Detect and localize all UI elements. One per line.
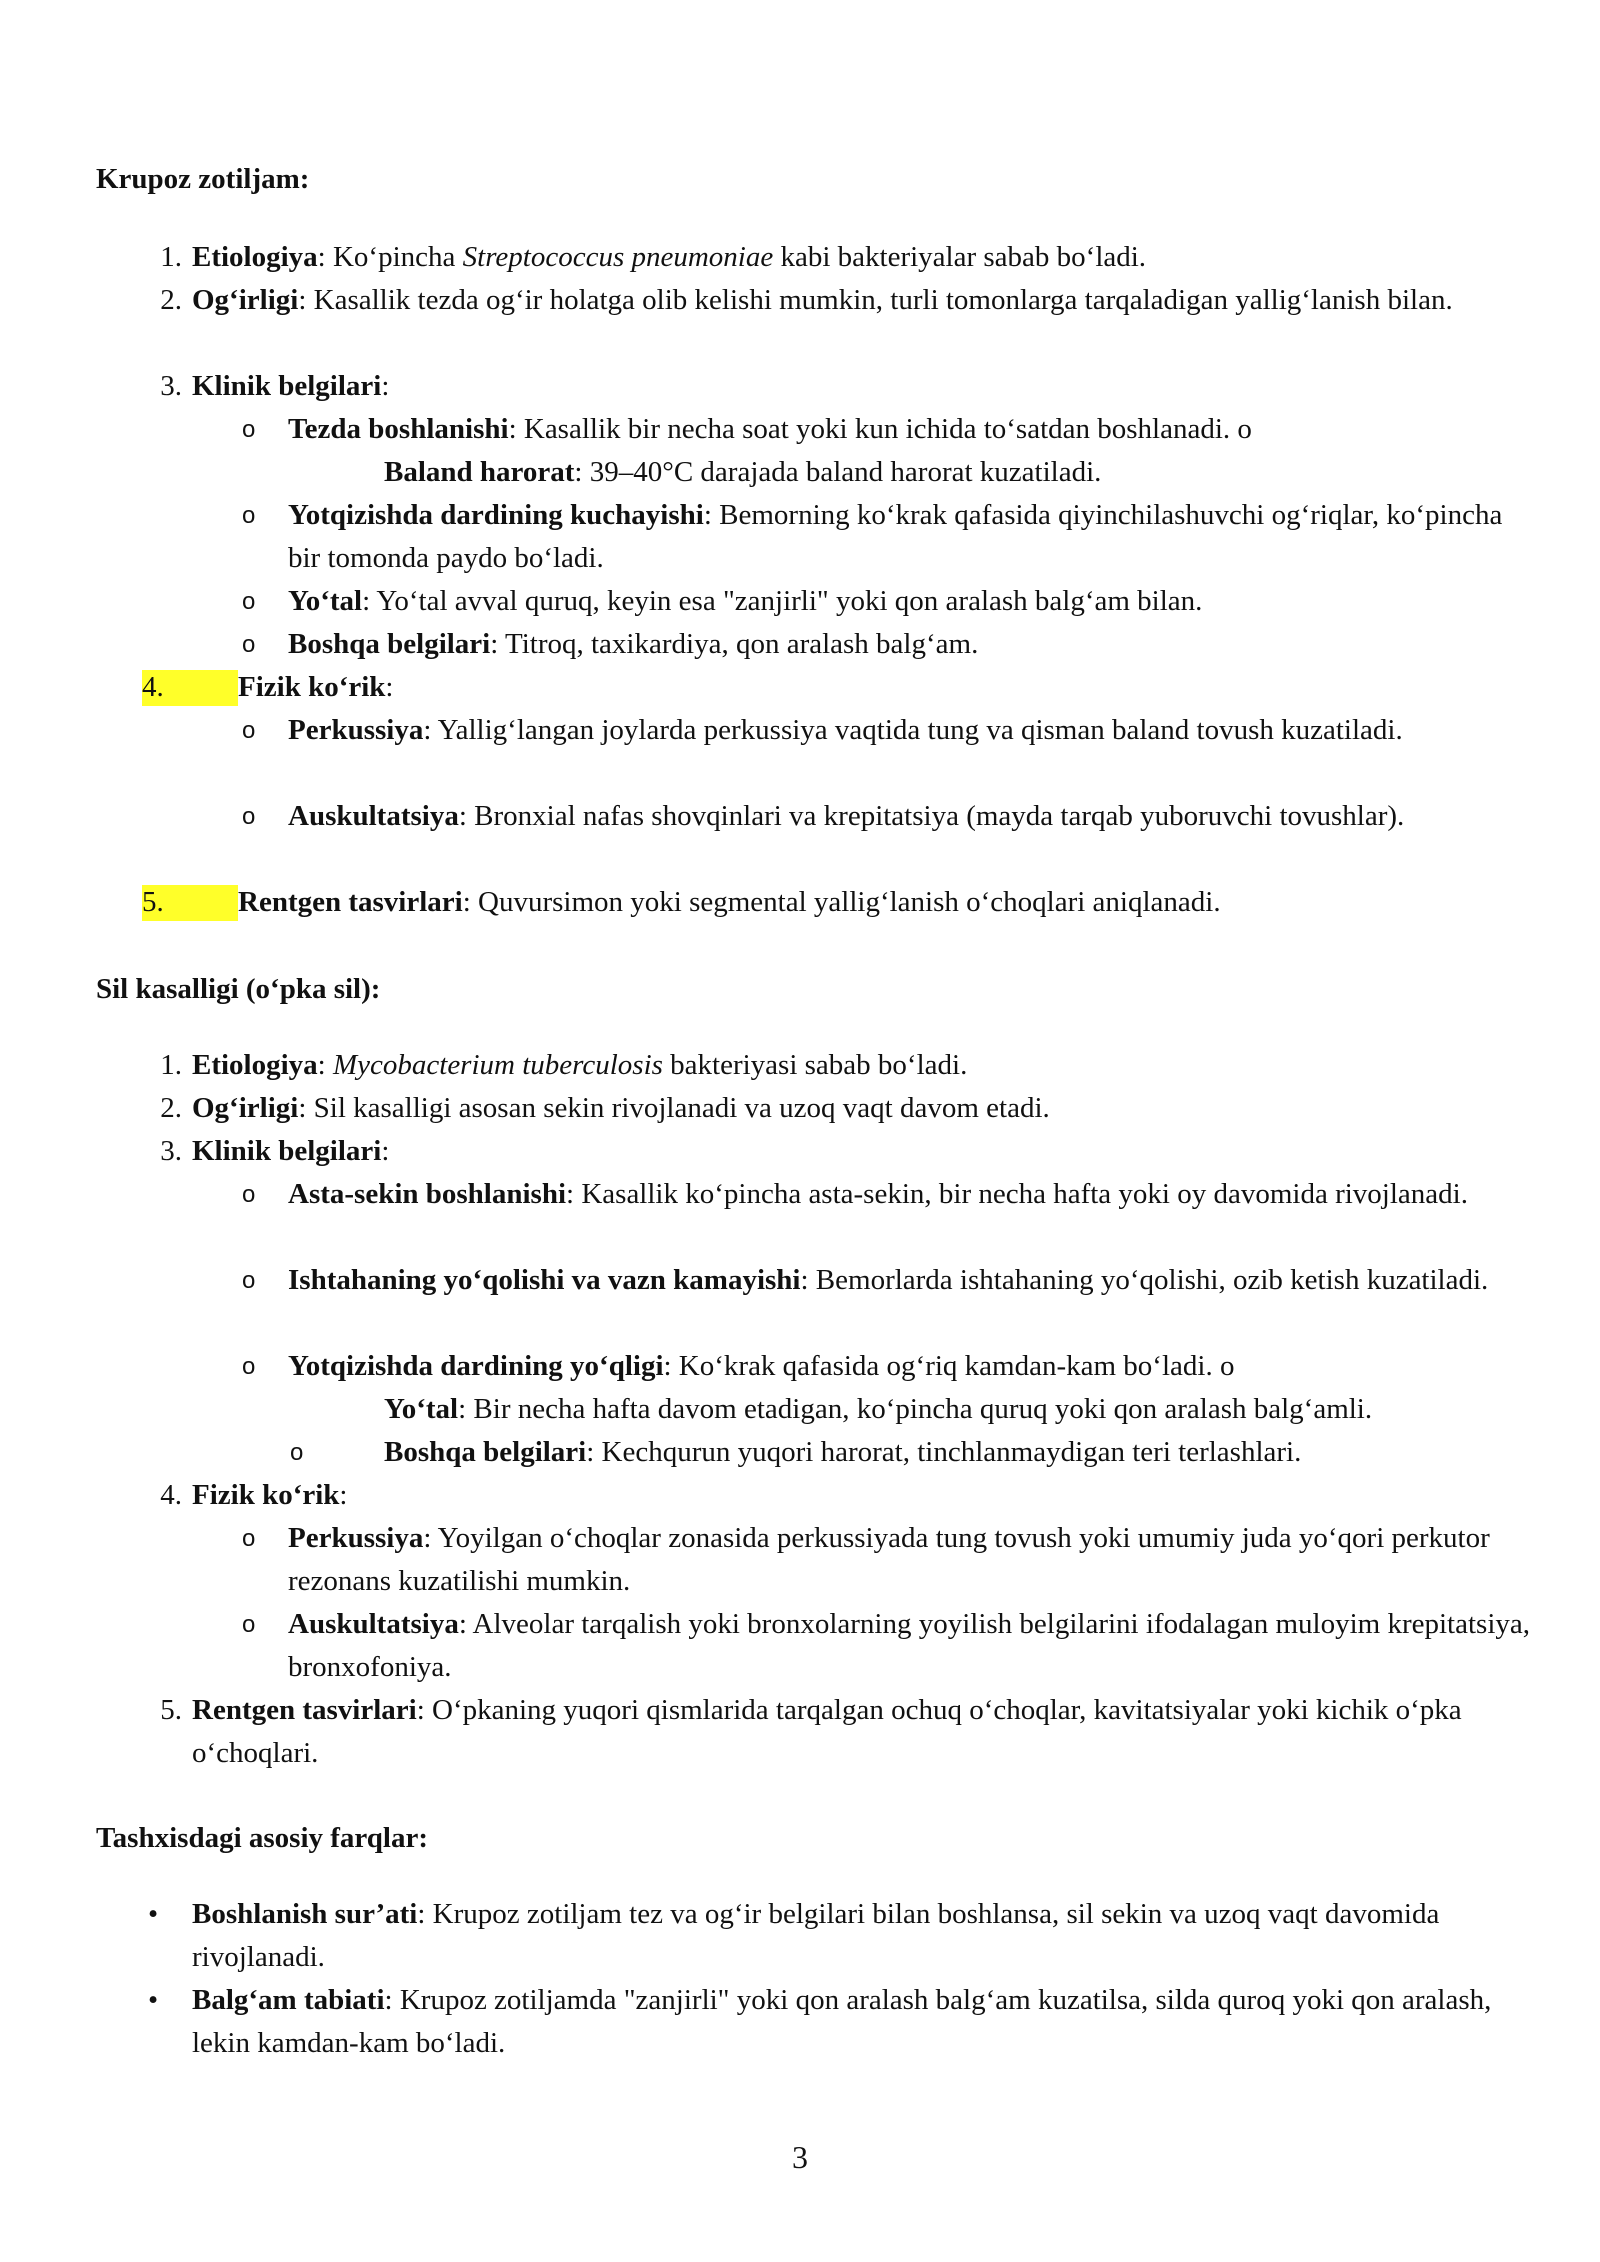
section-heading-sil: Sil kasalligi (oʻpka sil):: [96, 973, 381, 1005]
list-item-klinik-belgilari: [160, 1130, 1502, 1173]
sub-item-ishtahaning-yoqolishi: [242, 1259, 1538, 1302]
sub-bullet-marker: o: [242, 1353, 256, 1380]
list-number: 1.: [160, 1049, 182, 1081]
list-item-etiologiya: [160, 1044, 1502, 1087]
bullet-item-boshlanish: [148, 1893, 1502, 1979]
sub-item-asta-sekin: [242, 1173, 1538, 1216]
item-label: Boshqa belgilari: [288, 628, 491, 660]
item-text: : Bronxial nafas shovqinlari va krepitatsiya (mayda tarqab yuboruvchi tovushlar).: [458, 800, 1405, 832]
sub-bullet-marker: o: [290, 1439, 304, 1466]
item-label: Asta-sekin boshlanishi: [288, 1178, 567, 1210]
item-label: Etiologiya: [192, 241, 318, 273]
item-label: Etiologiya: [192, 1049, 318, 1081]
list-item-klinik-belgilari: [160, 365, 1502, 408]
item-label: Fizik koʻrik: [238, 671, 386, 703]
item-label: Fizik koʻrik: [192, 1479, 340, 1511]
item-label: Yotqizishda dardining yoʻqligi: [288, 1350, 664, 1382]
item-label: Auskultatsiya: [288, 1608, 459, 1640]
sub-bullet-marker: o: [242, 1181, 256, 1208]
item-text: :: [339, 1479, 348, 1511]
organism-name: Streptococcus pneumoniae: [462, 241, 774, 273]
item-text: : Alveolar tarqalish yoki bronxolarning yoyilish belgilarini ifodalagan muloyim krepitatsiya, bronxofoniya.: [288, 1608, 1531, 1683]
section-heading-farqlar: Tashxisdagi asosiy farqlar:: [96, 1822, 428, 1854]
sub-item-boshqa-belgilari: [290, 1431, 1534, 1474]
item-text: : Yoʻtal avval quruq, keyin esa "zanjirli" yoki qon aralash balgʻam bilan.: [362, 585, 1203, 617]
sub-item-auskultatsiya: [242, 795, 1538, 838]
item-label: Baland harorat: [384, 456, 575, 488]
item-label: Klinik belgilari: [192, 370, 382, 402]
sub-bullet-marker: o: [242, 502, 256, 529]
list-item-fizik-korik: [142, 666, 394, 709]
section-heading-krupoz: Krupoz zotiljam:: [96, 163, 310, 195]
item-label: Rentgen tasvirlari: [192, 1694, 417, 1726]
item-text: : Kasallik bir necha soat yoki kun ichida toʻsatdan boshlanadi. o: [508, 413, 1252, 445]
item-label: Klinik belgilari: [192, 1135, 382, 1167]
bullet-item-balgam: [148, 1979, 1502, 2065]
list-item-ogirligi: [160, 1087, 1502, 1130]
sub-bullet-marker: o: [242, 1525, 256, 1552]
sub-item-baland-harorat: [384, 451, 1534, 494]
item-text: :: [317, 1049, 333, 1081]
item-text: :: [381, 370, 390, 402]
item-text: : Krupoz zotiljamda "zanjirli" yoki qon aralash balgʻam kuzatilsa, silda quroq yoki qon aralash, lekin kamdan-kam boʻladi.: [192, 1984, 1492, 2059]
item-label: Boshqa belgilari: [384, 1436, 587, 1468]
sub-item-perkussiya: [242, 1517, 1538, 1603]
bullet-marker: •: [148, 1984, 159, 2016]
item-label: Auskultatsiya: [288, 800, 459, 832]
item-text: : Titroq, taxikardiya, qon aralash balgʻam.: [490, 628, 979, 660]
item-label: Ishtahaning yoʻqolishi va vazn kamayishi: [288, 1264, 801, 1296]
item-text: : Kasallik tezda ogʻir holatga olib kelishi mumkin, turli tomonlarga tarqaladigan yalligʻlanish bilan.: [298, 284, 1453, 316]
item-text: : Koʻkrak qafasida ogʻriq kamdan-kam boʻladi. o: [663, 1350, 1235, 1382]
item-label: Rentgen tasvirlari: [238, 886, 463, 918]
item-text: : Kechqurun yuqori harorat, tinchlanmaydigan teri terlashlari.: [586, 1436, 1302, 1468]
item-label: Yoʻtal: [384, 1393, 459, 1425]
sub-item-boshqa-belgilari: [242, 623, 1538, 666]
list-item-etiologiya: [160, 236, 1502, 279]
sub-item-perkussiya: [242, 709, 1538, 752]
sub-bullet-marker: o: [242, 416, 256, 443]
sub-bullet-marker: o: [242, 803, 256, 830]
list-number: 3.: [160, 1135, 182, 1167]
item-text: :: [385, 671, 394, 703]
list-number: 1.: [160, 241, 182, 273]
item-label: Perkussiya: [288, 1522, 424, 1554]
list-item-fizik-korik: [160, 1474, 1502, 1517]
list-item-rentgen: [160, 1689, 1502, 1775]
sub-item-auskultatsiya: [242, 1603, 1538, 1689]
sub-item-yotal: [384, 1388, 1534, 1431]
list-number: 2.: [160, 284, 182, 316]
sub-bullet-marker: o: [242, 631, 256, 658]
list-item-ogirligi: [160, 279, 1502, 322]
item-label: Balgʻam tabiati: [192, 1984, 385, 2016]
bullet-marker: •: [148, 1898, 159, 1930]
item-text: : Oʻpkaning yuqori qismlarida tarqalgan ochuq oʻchoqlar, kavitatsiyalar yoki kichik oʻpka oʻchoqlari.: [192, 1694, 1462, 1769]
sub-item-yotqizishda-yoqligi: [242, 1345, 1538, 1388]
list-number: 4.: [142, 671, 164, 703]
list-item-rentgen: [142, 881, 1221, 924]
list-number: 3.: [160, 370, 182, 402]
item-text: : Koʻpincha: [317, 241, 463, 273]
item-label: Boshlanish sur’ati: [192, 1898, 418, 1930]
item-label: Yotqizishda dardining kuchayishi: [288, 499, 704, 531]
item-text: :: [381, 1135, 390, 1167]
sub-item-yotqizishda-kuchayishi: [242, 494, 1538, 580]
item-text: bakteriyasi sabab boʻladi.: [662, 1049, 968, 1081]
item-text: : Quvursimon yoki segmental yalligʻlanish oʻchoqlari aniqlanadi.: [462, 886, 1221, 918]
item-text: : Sil kasalligi asosan sekin rivojlanadi va uzoq vaqt davom etadi.: [298, 1092, 1050, 1124]
item-text: : Kasallik koʻpincha asta-sekin, bir necha hafta yoki oy davomida rivojlanadi.: [566, 1178, 1468, 1210]
item-text: : Yoyilgan oʻchoqlar zonasida perkussiyada tung tovush yoki umumiy juda yoʻqori perkutor rezonans kuzatilishi mumkin.: [288, 1522, 1490, 1597]
list-number: 4.: [160, 1479, 182, 1511]
item-text: : Bemorlarda ishtahaning yoʻqolishi, ozib ketish kuzatiladi.: [800, 1264, 1489, 1296]
sub-bullet-marker: o: [242, 1267, 256, 1294]
item-label: Ogʻirligi: [192, 284, 299, 316]
sub-item-yotal: [242, 580, 1538, 623]
item-text: : Bir necha hafta davom etadigan, koʻpincha quruq yoki qon aralash balgʻamli.: [458, 1393, 1373, 1425]
page-number: 3: [792, 2139, 808, 2175]
list-number: 5.: [160, 1694, 182, 1726]
list-number: 2.: [160, 1092, 182, 1124]
sub-bullet-marker: o: [242, 1611, 256, 1638]
item-text: : Yalligʻlangan joylarda perkussiya vaqtida tung va qisman baland tovush kuzatiladi.: [423, 714, 1403, 746]
sub-bullet-marker: o: [242, 588, 256, 615]
list-number: 5.: [142, 886, 164, 918]
item-text: : 39–40°C darajada baland harorat kuzatiladi.: [574, 456, 1102, 488]
sub-bullet-marker: o: [242, 717, 256, 744]
item-text: : Bemorning koʻkrak qafasida qiyinchilashuvchi ogʻriqlar, koʻpincha bir tomonda paydo boʻladi.: [288, 499, 1503, 574]
item-label: Tezda boshlanishi: [288, 413, 509, 445]
sub-item-tezda-boshlanishi: [242, 408, 1538, 451]
item-label: Perkussiya: [288, 714, 424, 746]
organism-name: Mycobacterium tuberculosis: [332, 1049, 663, 1081]
item-label: Yoʻtal: [288, 585, 363, 617]
item-text: kabi bakteriyalar sabab boʻladi.: [773, 241, 1147, 273]
item-label: Ogʻirligi: [192, 1092, 299, 1124]
item-text: : Krupoz zotiljam tez va ogʻir belgilari bilan boshlansa, sil sekin va uzoq vaqt davomida rivojlanadi.: [192, 1898, 1440, 1973]
